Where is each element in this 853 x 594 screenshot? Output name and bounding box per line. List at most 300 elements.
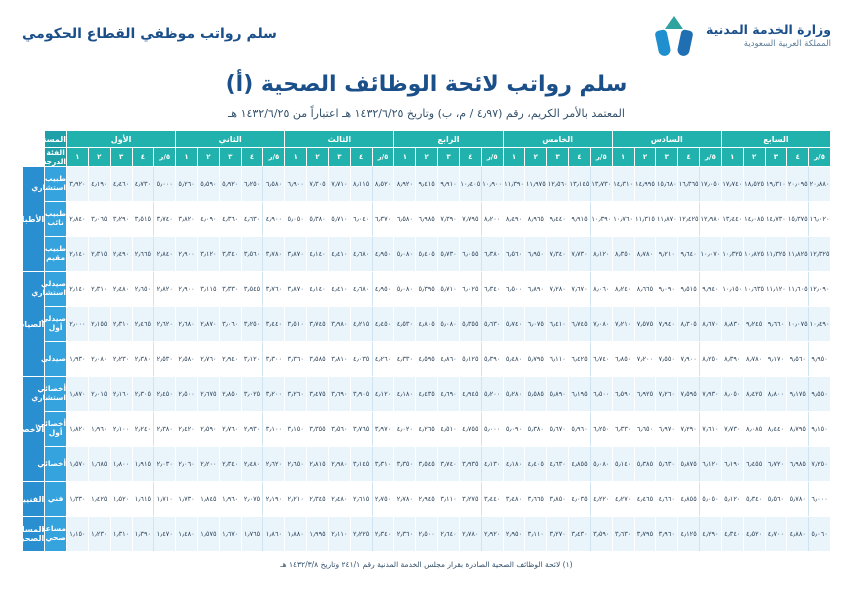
salary-cell: ٥٫١٤٠ <box>612 447 634 482</box>
salary-cell: ٩٫٥٥٠ <box>809 377 831 412</box>
salary-cell: ٣٫٥٦٠ <box>241 237 263 272</box>
salary-cell: ١١٫٣٢٥ <box>765 237 787 272</box>
salary-cell: ٤٫١٨٠ <box>394 377 416 412</box>
salary-cell: ٣٫١١٠ <box>525 517 547 552</box>
degree-header-3-5: ١ <box>503 148 525 167</box>
salary-cell: ٢٫٩٨٠ <box>328 447 350 482</box>
salary-cell: ١٫١٥٠ <box>67 517 89 552</box>
salary-cell: ٢٫٨٤٠ <box>154 237 176 272</box>
salary-cell: ٢٫٧٨٠ <box>394 482 416 517</box>
salary-cell: ٤٫٤١٠ <box>328 237 350 272</box>
salary-cell: ٦٫٠٥٥ <box>459 237 481 272</box>
degree-header-6-2: ٤ <box>241 148 263 167</box>
salary-cell: ١١٫٨٧٠ <box>656 202 678 237</box>
salary-cell: ٤٫١٤٠ <box>307 272 329 307</box>
salary-cell: ٧٫٩٠٠ <box>678 342 700 377</box>
salary-cell: ٣٫٧٤٥ <box>307 307 329 342</box>
salary-cell: ٤٫٧٠٠ <box>765 517 787 552</box>
salary-cell: ٥٫١٢٠ <box>721 482 743 517</box>
salary-cell: ١٧٫٧٤٠ <box>721 167 743 202</box>
table-row <box>23 237 831 272</box>
salary-cell: ٣٫٤٤٠ <box>481 482 503 517</box>
salary-cell: ٧٫٠٨٠ <box>590 307 612 342</box>
salary-cell: ٤٫٠٩٠ <box>197 202 219 237</box>
salary-cell: ٦٫٥٨٠ <box>394 202 416 237</box>
salary-cell: ١٫٦١٥ <box>132 482 154 517</box>
salary-cell: ٣٫٣٦٠ <box>285 342 307 377</box>
salary-cell: ٨٫٥٢٠ <box>372 167 394 202</box>
salary-cell: ١٫٩٣٠ <box>67 342 89 377</box>
salary-cell: ١٤٫٠٨٥ <box>743 202 765 237</box>
degree-header-2-4: ٢ <box>634 148 656 167</box>
salary-cell: ٢٫٣١٠ <box>88 272 110 307</box>
salary-cell: ٤٫٣٣٠ <box>394 342 416 377</box>
degree-header-1-3: ٣ <box>765 148 787 167</box>
salary-cell: ٩٫٢٤٥ <box>743 307 765 342</box>
salary-cell: ٢٫٩٤٥ <box>416 482 438 517</box>
salary-cell: ٣٫٧٤٠ <box>154 202 176 237</box>
salary-cell: ٢٫٧٦٠ <box>219 412 241 447</box>
salary-cell: ٤٫٤٥٠ <box>372 307 394 342</box>
table-row <box>23 412 831 447</box>
salary-cell: ٨٫٧٩٥ <box>787 412 809 447</box>
salary-cell: ٥٫٨٩٠ <box>547 377 569 412</box>
salary-cell: ٥٫٠٨٠ <box>394 272 416 307</box>
salary-cell: ٢٫٠٦٠ <box>176 447 198 482</box>
salary-cell: ٢٫٦٤٠ <box>438 517 460 552</box>
salary-cell: ٨٫٣٥٠ <box>612 237 634 272</box>
degree-header-4-4: ٢ <box>416 148 438 167</box>
salary-cell: ٢٫١٩٠ <box>263 482 285 517</box>
salary-cell: ٦٫٣٣٠ <box>612 412 634 447</box>
salary-cell: ٢٫٤٦٥ <box>132 307 154 342</box>
salary-cell: ٤٫٩٥٠ <box>372 272 394 307</box>
salary-cell: ٧٫٦١٠ <box>700 412 722 447</box>
salary-cell: ٢٫٦٧٥ <box>197 377 219 412</box>
page-title: سلم رواتب لائحة الوظائف الصحية (أ) <box>225 72 628 97</box>
salary-cell: ٥٫٠٥٠ <box>700 482 722 517</box>
salary-cell: ٢٫١٠٠ <box>110 412 132 447</box>
salary-cell: ٩٫٩٥٠ <box>809 342 831 377</box>
salary-cell: ٢٫٢١٠ <box>285 482 307 517</box>
salary-cell: ٤٫٨٠٥ <box>416 307 438 342</box>
salary-cell: ٣٫٢٦٠ <box>285 377 307 412</box>
salary-cell: ٦٫٧٤٥ <box>569 307 591 342</box>
salary-cell: ٨٫٤٩٠ <box>503 202 525 237</box>
salary-cell: ٢٫٨٧٠ <box>197 307 219 342</box>
salary-cell: ٢٫٢٣٠ <box>110 342 132 377</box>
salary-cell: ١٢٫٤٢٥ <box>678 202 700 237</box>
salary-cell: ٥٫٣٤٠ <box>743 482 765 517</box>
degree-header-5-3: ٣ <box>328 148 350 167</box>
salary-cell: ٥٫٥٨٥ <box>525 377 547 412</box>
salary-cell: ٦٫٨٥٠ <box>612 342 634 377</box>
degree-header-7-2: ٤ <box>132 148 154 167</box>
salary-cell: ٩٫٤٤٠ <box>547 202 569 237</box>
salary-cell: ٢٫٣١٥ <box>88 237 110 272</box>
salary-cell: ٤٫٧٥٥ <box>459 412 481 447</box>
salary-cell: ٤٫٤٦٥ <box>634 482 656 517</box>
salary-cell: ٣٫٨٥٠ <box>547 482 569 517</box>
salary-table-body <box>1 167 831 552</box>
salary-cell: ٢٫٤٥٠ <box>154 377 176 412</box>
document-kicker: سلم رواتب موظفي القطاع الحكومي <box>22 26 277 42</box>
salary-cell: ٩٫٥١٥ <box>678 272 700 307</box>
salary-cell: ٨٫١٢٠ <box>590 237 612 272</box>
salary-cell: ٣٫٨١٠ <box>328 342 350 377</box>
salary-cell: ٣٫٦٣٠ <box>612 517 634 552</box>
salary-cell: ٤٫٢٦٠ <box>372 342 394 377</box>
salary-cell: ٤٫٠٢٠ <box>394 412 416 447</box>
salary-cell: ٣٫٥١٥ <box>132 202 154 237</box>
job-title-cell: أخصائي أول <box>45 412 67 447</box>
degree-header-6-4: ٢ <box>197 148 219 167</box>
salary-cell: ٤٫٨٨٠ <box>787 517 809 552</box>
salary-cell: ٧٫٢٨٠ <box>547 272 569 307</box>
salary-cell: ٧٫٥٧٥ <box>634 307 656 342</box>
salary-cell: ٢٫٩٠٠ <box>176 272 198 307</box>
salary-cell: ١٠٫٩٠٠ <box>481 167 503 202</box>
salary-cell: ٧٫٢٥٠ <box>809 447 831 482</box>
salary-cell: ٣٫٩٢٠ <box>67 167 89 202</box>
salary-cell: ٤٫٢٦٥ <box>416 412 438 447</box>
job-title-cell: طبيب استشاري <box>45 167 67 202</box>
salary-cell: ٤٫٥١٠ <box>438 412 460 447</box>
salary-cell: ٦٫٠٢٥ <box>459 272 481 307</box>
salary-cell: ٢٫٠٧٥ <box>241 482 263 517</box>
salary-cell: ٢٫٣٦٠ <box>394 517 416 552</box>
salary-cell: ١٣٫١٤٥ <box>569 167 591 202</box>
salary-cell: ٧٫٣٤٠ <box>547 237 569 272</box>
salary-cell: ٥٫٠٠٠ <box>481 412 503 447</box>
salary-cell: ٥٫٢٨٠ <box>503 377 525 412</box>
salary-cell: ٧٫٧٣٠ <box>569 237 591 272</box>
salary-cell: ٥٫٤٠٥ <box>416 237 438 272</box>
salary-cell: ٦٫١٩٠ <box>721 447 743 482</box>
job-title-cell: فني <box>45 482 67 517</box>
salary-cell: ١١٫٣١٥ <box>634 202 656 237</box>
salary-cell: ٢٫٣٨٠ <box>154 412 176 447</box>
degree-header-4-3: ٣ <box>438 148 460 167</box>
salary-table <box>1 130 831 552</box>
salary-cell: ٩٫١٥٠ <box>809 412 831 447</box>
degree-header-1-2: ٤ <box>787 148 809 167</box>
salary-cell: ٣٫١٤٥ <box>350 447 372 482</box>
salary-cell: ١٢٫٣٢٥ <box>809 237 831 272</box>
category-cell: المساعدين الصحيين <box>23 517 45 552</box>
salary-cell: ٥٫٥٩٠ <box>197 167 219 202</box>
salary-cell: ٢٫٢٢٥ <box>350 517 372 552</box>
salary-cell: ١٫٤٢٥ <box>88 482 110 517</box>
degree-header-2-1: ٥/ر <box>700 148 722 167</box>
salary-cell: ٥٫٣٨٥ <box>634 447 656 482</box>
salary-cell: ١٫٧١٠ <box>154 482 176 517</box>
salary-cell: ٣٫٧٨٠ <box>263 237 285 272</box>
salary-cell: ٢٫٨٤٠ <box>67 202 89 237</box>
level-header-3: الخامس <box>503 131 612 148</box>
level-header-6: الثاني <box>176 131 285 148</box>
salary-cell: ٤٫٧٣٠ <box>132 167 154 202</box>
salary-cell: ٣٫١٥٠ <box>285 412 307 447</box>
salary-cell: ٤٫١٤٠ <box>307 237 329 272</box>
logo-right-figure <box>676 29 693 57</box>
salary-cell: ٥٫٣٨٠ <box>307 202 329 237</box>
salary-cell: ٢٫٣٨٠ <box>132 342 154 377</box>
salary-cell: ٨٫٤٤٠ <box>765 412 787 447</box>
salary-cell: ٧٫٢١٠ <box>612 307 634 342</box>
degree-header-5-4: ٢ <box>307 148 329 167</box>
degree-header-2-3: ٣ <box>656 148 678 167</box>
salary-cell: ٤٫٩٠٠ <box>263 202 285 237</box>
level-header-row <box>23 131 831 148</box>
salary-cell: ٣٫١٢٠ <box>197 237 219 272</box>
salary-cell: ٥٫٣٥٥ <box>459 307 481 342</box>
salary-cell: ٢٫١٤٠ <box>67 272 89 307</box>
salary-cell: ٢٫٢٤٠ <box>132 412 154 447</box>
salary-cell: ٤٫٥٢٠ <box>743 517 765 552</box>
salary-cell: ١٥٫٦٨٠ <box>656 167 678 202</box>
salary-cell: ٣٫٥١٠ <box>285 307 307 342</box>
salary-cell: ٢٠٫٠٩٥ <box>787 167 809 202</box>
salary-cell: ٢٫٧٥٠ <box>372 482 394 517</box>
table-row <box>23 482 831 517</box>
degree-header-5-2: ٤ <box>350 148 372 167</box>
salary-cell: ٣٫٧٦٥ <box>350 412 372 447</box>
salary-cell: ٥٫٠٨٠ <box>590 447 612 482</box>
salary-cell: ٣٫٨٧٠ <box>285 272 307 307</box>
salary-cell: ١٩٫٣١٠ <box>765 167 787 202</box>
salary-cell: ٢٫١١٠ <box>328 517 350 552</box>
salary-cell: ٩٫٥٦٠ <box>787 342 809 377</box>
salary-cell: ٥٫٨٧٥ <box>678 447 700 482</box>
salary-cell: ٤٫٤٠٥ <box>525 447 547 482</box>
salary-cell: ٩٫٩١٠ <box>438 167 460 202</box>
salary-cell: ٤٫٢٢٠ <box>590 482 612 517</box>
salary-cell: ٦٫٩٨٥ <box>787 447 809 482</box>
salary-cell: ٩٫٩٤٠ <box>700 272 722 307</box>
degree-header-6-5: ١ <box>176 148 198 167</box>
salary-cell: ٢٫١٥٥ <box>88 307 110 342</box>
salary-cell: ١٫٩٦٠ <box>219 482 241 517</box>
ministry-logo-icon <box>652 14 696 58</box>
table-row <box>23 377 831 412</box>
job-title-cell: طبيب مقيم <box>45 237 67 272</box>
salary-cell: ٢٫٥٣٠ <box>154 342 176 377</box>
salary-cell: ٢٫١٦٠ <box>110 377 132 412</box>
category-cell: الأطباء <box>23 167 45 272</box>
salary-cell: ٦٫١١٠ <box>547 342 569 377</box>
salary-cell: ٢٫٧٨٠ <box>459 517 481 552</box>
table-row <box>23 202 831 237</box>
salary-cell: ٣٫٥٨٥ <box>307 342 329 377</box>
salary-cell: ٢٫٥٠٠ <box>416 517 438 552</box>
salary-cell: ١٫٨٢٠ <box>67 412 89 447</box>
salary-cell: ٧٫٣٩٠ <box>438 202 460 237</box>
salary-cell: ٩٫٦٦٠ <box>765 307 787 342</box>
salary-cell: ٧٫٧٩٥ <box>459 202 481 237</box>
salary-cell: ٣٫٠٦٥ <box>88 202 110 237</box>
salary-cell: ٨٫٢٠٠ <box>481 202 503 237</box>
salary-cell: ٦٫٢٥٠ <box>590 412 612 447</box>
salary-cell: ٤٫٦٣٠ <box>547 447 569 482</box>
salary-cell: ١٫٣٩٠ <box>132 517 154 552</box>
salary-cell: ٢٫٠١٥ <box>88 377 110 412</box>
salary-cell: ٧٫٢٠٠ <box>634 342 656 377</box>
salary-cell: ٣٫٣٤٠ <box>219 237 241 272</box>
salary-cell: ٢٫٤٨٠ <box>241 447 263 482</box>
salary-cell: ١٫٩٩٥ <box>307 517 329 552</box>
salary-cell: ١٠٫٨٢٥ <box>743 237 765 272</box>
salary-cell: ٣٫٩٣٥ <box>459 447 481 482</box>
salary-cell: ٣٫٢٧٠ <box>547 517 569 552</box>
salary-cell: ٣٫٤٨٠ <box>503 482 525 517</box>
salary-cell: ١٣٫٧٣٠ <box>590 167 612 202</box>
salary-cell: ٤٫١٩٠ <box>88 167 110 202</box>
salary-cell: ١١٫١٢٠ <box>765 272 787 307</box>
salary-cell: ٣٫٢٥٠ <box>241 307 263 342</box>
level-header-7: الأول <box>67 131 176 148</box>
salary-cell: ٧٫٢٩٠ <box>678 412 700 447</box>
salary-cell: ١٢٫٥٦٠ <box>547 167 569 202</box>
salary-cell: ٢٫٥٩٠ <box>197 412 219 447</box>
salary-cell: ٦٫٣٧٠ <box>372 202 394 237</box>
degree-header-1-1: ٥/ر <box>809 148 831 167</box>
salary-cell: ٦٫٦٥٠ <box>634 412 656 447</box>
salary-cell: ٦٫٧٢٠ <box>765 447 787 482</box>
salary-cell: ٥٫٩٢٠ <box>219 167 241 202</box>
degree-header-2-5: ١ <box>612 148 634 167</box>
salary-cell: ٨٫٨٣٠ <box>721 307 743 342</box>
salary-cell: ١٠٫٤٩٠ <box>809 307 831 342</box>
salary-cell: ٢٫٤٨٠ <box>328 482 350 517</box>
salary-cell: ١٫٥٧٥ <box>197 517 219 552</box>
salary-cell: ٥٫٠٨٠ <box>438 307 460 342</box>
salary-cell: ١٣٫٤٤٠ <box>721 202 743 237</box>
salary-cell: ٧٫٦٧٠ <box>569 272 591 307</box>
salary-cell: ٢٫٦٢٠ <box>154 307 176 342</box>
salary-cell: ٤٫٠٣٥ <box>569 482 591 517</box>
salary-cell: ٢٫٣٠٥ <box>132 377 154 412</box>
salary-cell: ٢٫٥٠٠ <box>176 377 198 412</box>
salary-cell: ٤٫٦٨٠ <box>350 237 372 272</box>
salary-cell: ١٠٫٣٩٠ <box>590 202 612 237</box>
salary-cell: ٣٫٣٠٠ <box>263 342 285 377</box>
ministry-brand-text <box>706 22 831 50</box>
salary-cell: ١٠٫١٥٠ <box>721 272 743 307</box>
salary-cell: ٢٫٣٤٥ <box>307 482 329 517</box>
salary-cell: ٦٫٩٧٠ <box>656 412 678 447</box>
salary-cell: ٧٫٥٥٠ <box>656 342 678 377</box>
level-header-5: الثالث <box>285 131 394 148</box>
salary-cell: ٤٫١٨٠ <box>503 447 525 482</box>
salary-cell: ١٫٣٣٠ <box>67 482 89 517</box>
salary-cell: ٣٫٩٠٥ <box>350 377 372 412</box>
degree-header-row <box>23 148 831 167</box>
salary-cell: ٤٫٦٦٠ <box>656 482 678 517</box>
salary-cell: ١٫٧٣٠ <box>176 482 198 517</box>
category-cell: الأخصائيين <box>23 377 45 482</box>
salary-cell: ٣٫٦٩٠ <box>328 377 350 412</box>
salary-cell: ٥٫١٢٥ <box>459 342 481 377</box>
job-title-cell: صيدلي استشاري <box>45 272 67 307</box>
salary-cell: ٢٫٩٠٠ <box>176 237 198 272</box>
degree-header-3-3: ٣ <box>547 148 569 167</box>
salary-cell: ٤٫١٢٠ <box>372 377 394 412</box>
salary-cell: ٥٫٧١٠ <box>438 272 460 307</box>
salary-cell: ١٫٥٧٠ <box>67 447 89 482</box>
salary-cell: ٨٫٦٦٥ <box>634 272 656 307</box>
job-title-cell: صيدلي <box>45 342 67 377</box>
salary-cell: ٣٫٨٧٠ <box>285 237 307 272</box>
salary-cell: ٣٫١٢٠ <box>241 342 263 377</box>
salary-cell: ٥٫٦٣٠ <box>481 307 503 342</box>
degree-header-7-3: ٣ <box>110 148 132 167</box>
salary-cell: ٢٫٠٣٠ <box>154 447 176 482</box>
job-title-cell: مساعد صحي <box>45 517 67 552</box>
salary-cell: ٢٫٨١٥ <box>307 447 329 482</box>
ministry-name: وزارة الخدمة المدنية <box>705 21 831 37</box>
salary-cell: ٦٫٠٤٠ <box>350 202 372 237</box>
salary-cell: ٦٫٣٨٠ <box>481 237 503 272</box>
salary-cell: ٢٫٤٩٠ <box>110 237 132 272</box>
salary-cell: ٣٫٩٨٠ <box>328 307 350 342</box>
salary-cell: ١٤٫٣١٠ <box>612 167 634 202</box>
salary-cell: ١١٫٣٩٠ <box>503 167 525 202</box>
salary-cell: ٦٫٥٦٠ <box>503 237 525 272</box>
salary-cell: ٢٫٧٦٠ <box>197 342 219 377</box>
salary-cell: ٦٫١٢٠ <box>700 447 722 482</box>
salary-cell: ٣٫٢٠٠ <box>263 377 285 412</box>
salary-cell: ٣٫٩٦٠ <box>656 517 678 552</box>
salary-cell: ٨٫٨٠٠ <box>765 377 787 412</box>
salary-cell: ٣٫٤٧٥ <box>307 377 329 412</box>
salary-cell: ٨٫١١٥ <box>350 167 372 202</box>
salary-cell: ٦٫٠٠٠ <box>809 482 831 517</box>
salary-cell: ٣٫٥٩٠ <box>590 517 612 552</box>
table-row <box>23 167 831 202</box>
salary-cell: ٣٫٥٤٥ <box>416 447 438 482</box>
salary-cell: ٥٫٦٣٠ <box>656 447 678 482</box>
salary-cell: ٨٫٠٦٠ <box>590 272 612 307</box>
salary-cell: ٩٫٢١٠ <box>656 237 678 272</box>
salary-cell: ١٫٥٢٠ <box>110 482 132 517</box>
salary-cell: ٩٫١٧٥ <box>787 377 809 412</box>
salary-cell: ٥٫٠٠٠ <box>154 167 176 202</box>
salary-cell: ١٥٫٣٧٥ <box>787 202 809 237</box>
salary-cell: ٣٫١١٥ <box>197 272 219 307</box>
salary-cell: ٧٫٣٠٥ <box>307 167 329 202</box>
salary-cell: ٦٫٠٧٥ <box>525 307 547 342</box>
salary-cell: ٦٫٤٥٥ <box>743 447 765 482</box>
salary-cell: ٤٫٢٩٠ <box>700 517 722 552</box>
salary-cell: ٧٫٥٩٥ <box>678 377 700 412</box>
salary-cell: ٢٫٣٤٠ <box>219 447 241 482</box>
category-cell: الصيادلة <box>23 272 45 377</box>
salary-cell: ٣٫٣٣٠ <box>219 272 241 307</box>
level-header-2: السادس <box>612 131 721 148</box>
salary-cell: ٥٫٢٠٠ <box>481 377 503 412</box>
salary-cell: ٤٫٩٥٠ <box>372 237 394 272</box>
salary-cell: ٨٫٧٨٠ <box>743 342 765 377</box>
degree-header-7-5: ١ <box>67 148 89 167</box>
salary-cell: ١٫٣١٠ <box>110 517 132 552</box>
salary-cell: ٤٫٣٦٠ <box>219 202 241 237</box>
salary-cell: ١١٫٩٧٥ <box>525 167 547 202</box>
salary-cell: ٨٫٠٥٠ <box>721 377 743 412</box>
table-row <box>23 517 831 552</box>
job-title-cell: أخصائي <box>45 447 67 482</box>
salary-cell: ٦٫٩٠٠ <box>285 167 307 202</box>
